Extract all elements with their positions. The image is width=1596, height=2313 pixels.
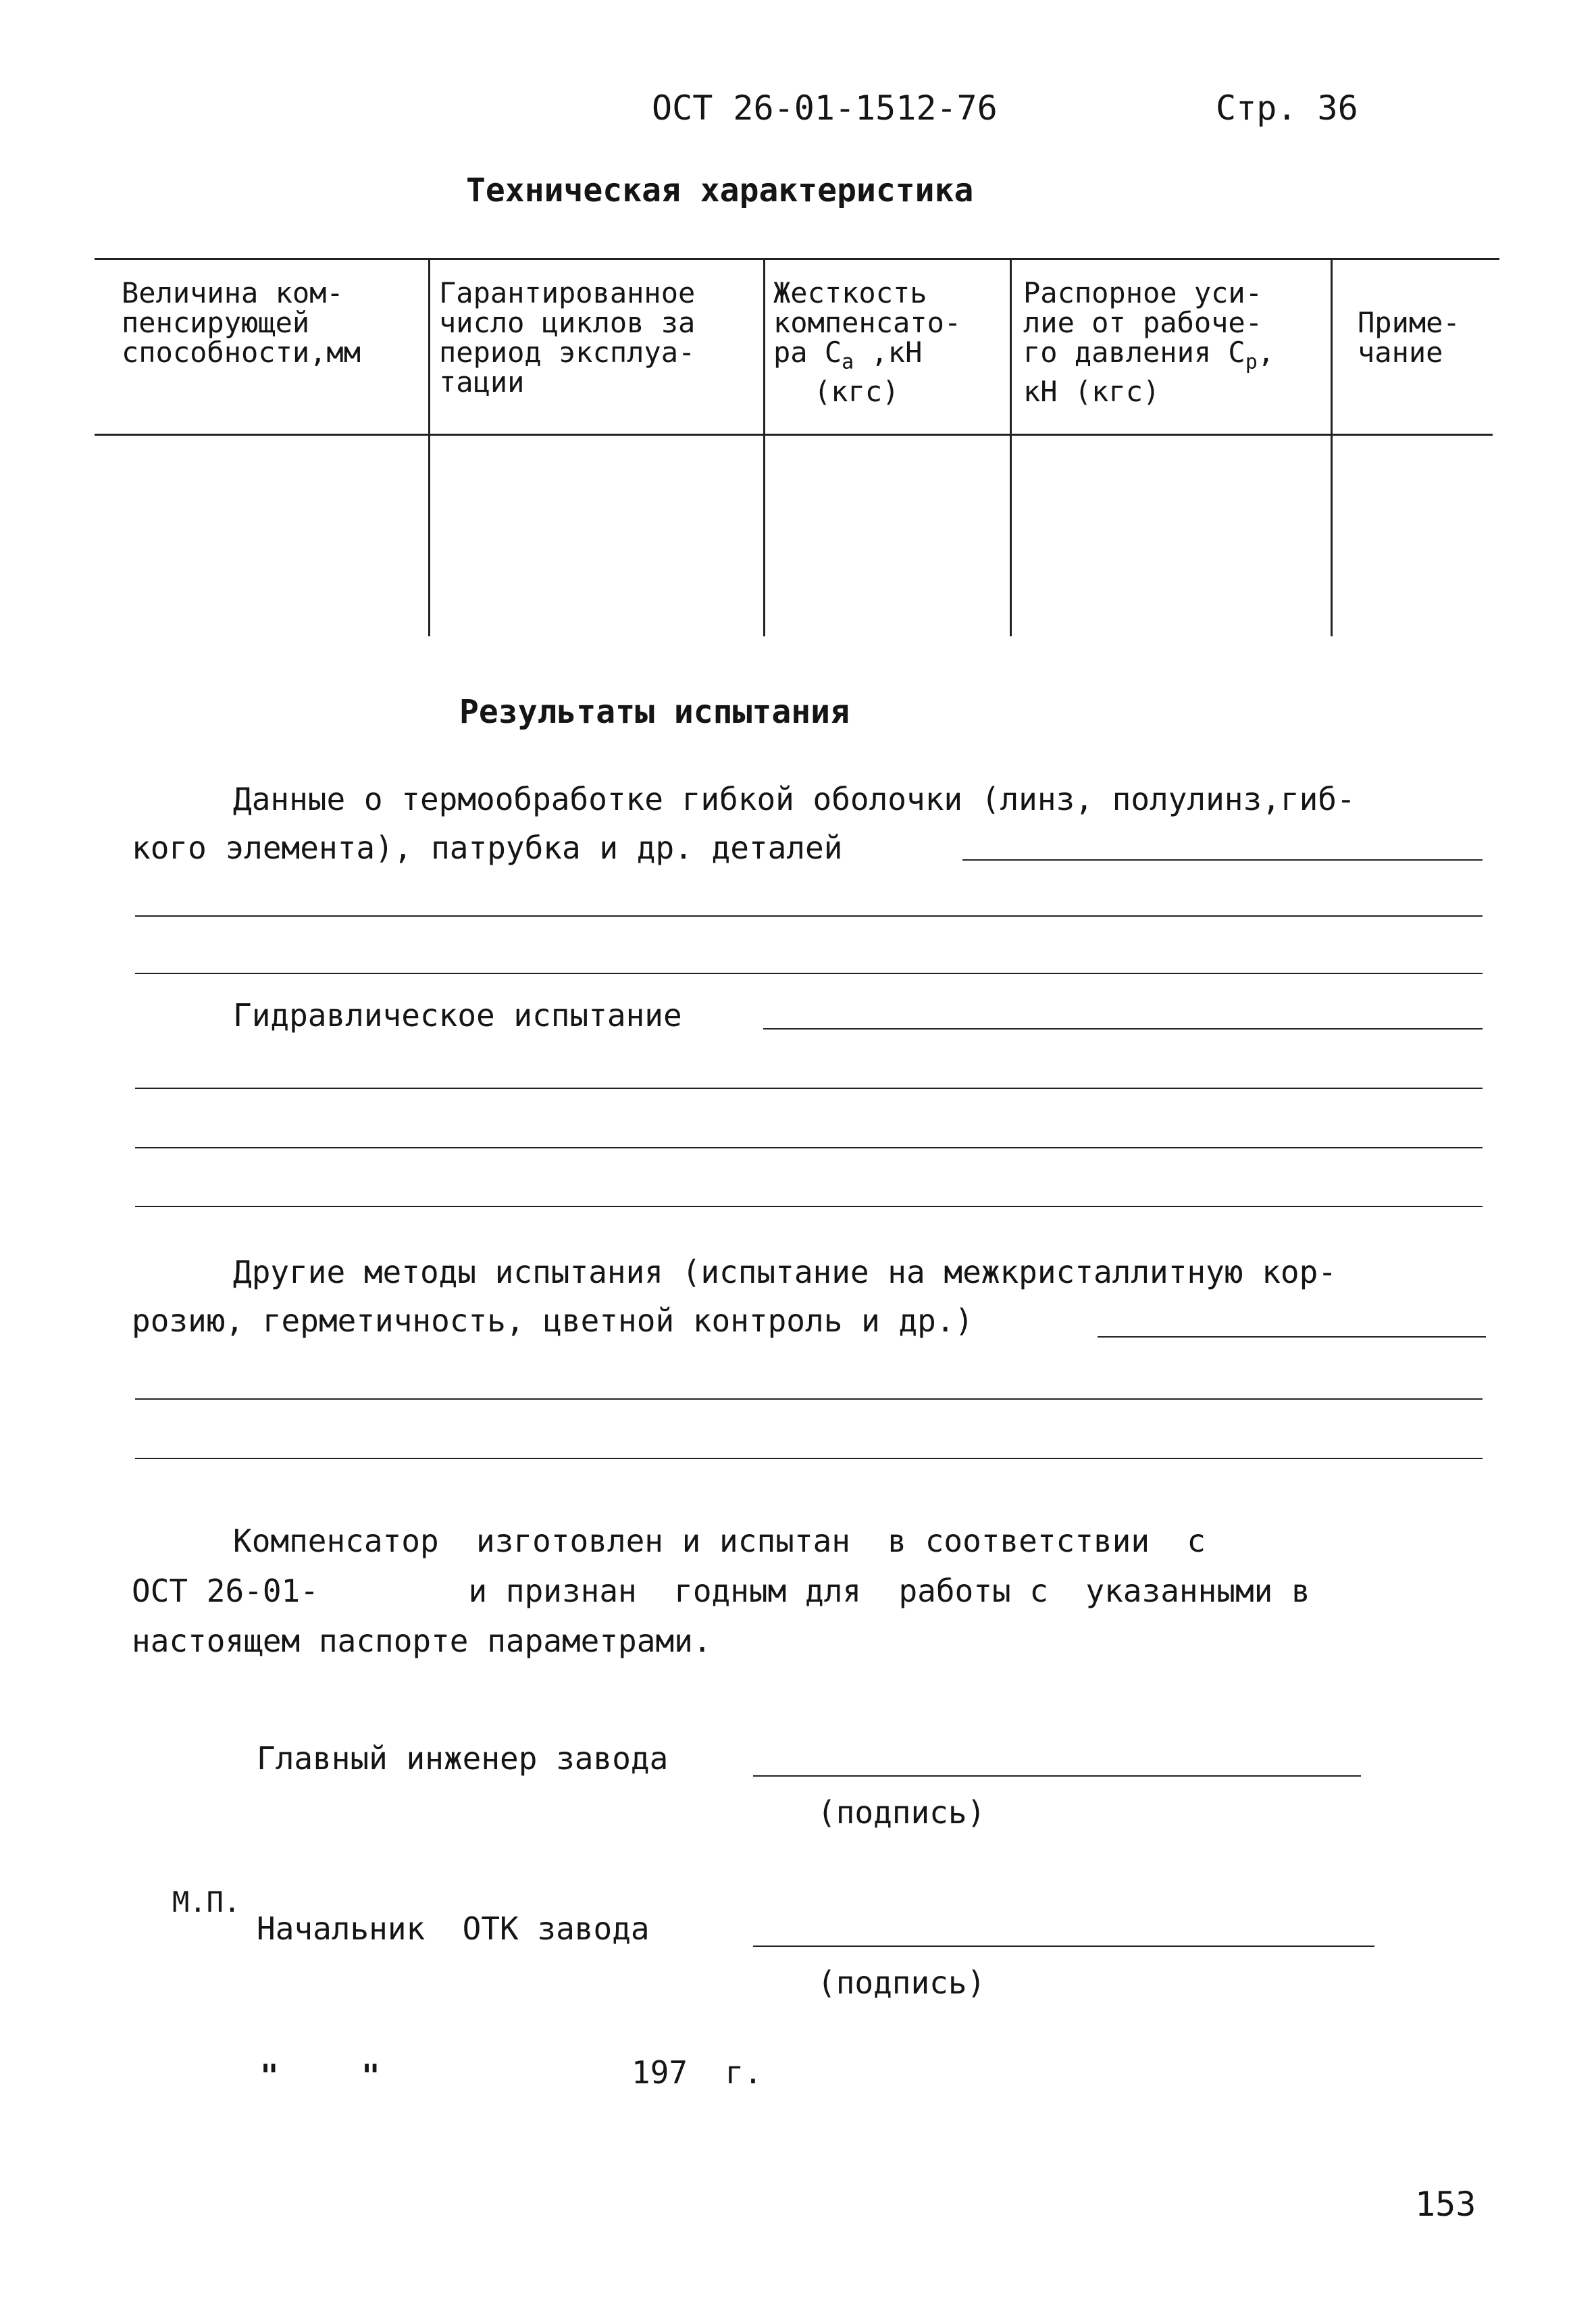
table-column-divider [1010, 258, 1012, 636]
otk-head-signature-line[interactable] [753, 1946, 1374, 1947]
table-column-divider [428, 258, 430, 636]
stamp-mark: М.П. [172, 1885, 241, 1918]
date-quote-close: " [361, 2058, 380, 2094]
heat-treatment-text-line2: кого элемента), патрубка и др. деталей [132, 830, 843, 866]
conclusion-line3: настоящем паспорте параметрами. [132, 1623, 712, 1659]
page-label: Стр. 36 [1216, 88, 1358, 128]
chief-engineer-label: Главный инженер завода [257, 1740, 669, 1777]
heat-treatment-fill-line[interactable] [962, 859, 1483, 861]
column-header-compensating-capacity: Величина ком- пенсирующей способности,мм [122, 276, 361, 369]
table-column-divider [763, 258, 765, 636]
results-title: Результаты испытания [459, 693, 850, 731]
other-methods-text-line1: Другие методы испытания (испытание на межкристаллитную кор- [233, 1254, 1337, 1290]
otk-head-signature-note: (подпись) [817, 1964, 986, 2001]
other-methods-fill-line[interactable] [135, 1458, 1483, 1459]
table-header-bottom-border [95, 434, 1493, 436]
conclusion-line2: ОСТ 26-01- и признан годным для работы с указанными в [132, 1573, 1310, 1609]
heat-treatment-fill-line[interactable] [135, 973, 1483, 974]
other-methods-fill-line[interactable] [1098, 1336, 1486, 1338]
other-methods-fill-line[interactable] [135, 1398, 1483, 1400]
column-header-note: Приме- чание [1358, 306, 1460, 369]
hydraulic-test-label: Гидравлическое испытание [233, 997, 682, 1034]
heat-treatment-text-line1: Данные о термообработке гибкой оболочки (линз, полулинз,гиб- [233, 781, 1356, 817]
otk-head-label: Начальник ОТК завода [257, 1910, 650, 1947]
heat-treatment-fill-line[interactable] [135, 915, 1483, 917]
hydraulic-test-fill-line[interactable] [763, 1028, 1483, 1030]
document-code: ОСТ 26-01-1512-76 [652, 88, 998, 128]
date-quote-open: " [260, 2058, 279, 2094]
column-header-thrust-force: Распорное уси- лие от рабоче- го давления $C_p$, кН (кгс) [1023, 276, 1275, 409]
chief-engineer-signature-line[interactable] [753, 1775, 1361, 1777]
hydraulic-test-fill-line[interactable] [135, 1088, 1483, 1089]
column-header-stiffness: Жесткость компенсато- ра $C_a$ ,кН (кгс) [773, 276, 962, 409]
chief-engineer-signature-note: (подпись) [817, 1794, 986, 1831]
page-number: 153 [1415, 2185, 1476, 2224]
conclusion-line1: Компенсатор изготовлен и испытан в соответствии с [233, 1523, 1206, 1559]
column-header-guaranteed-cycles: Гарантированное число циклов за период эксплуа- тации [439, 276, 696, 399]
other-methods-text-line2: розию, герметичность, цветной контроль и др.) [132, 1302, 974, 1339]
table-column-divider [1331, 258, 1333, 636]
hydraulic-test-fill-line[interactable] [135, 1206, 1483, 1207]
hydraulic-test-fill-line[interactable] [135, 1147, 1483, 1148]
table-top-border [95, 258, 1499, 260]
date-year: 197 г. [632, 2054, 763, 2091]
tech-characteristics-title: Техническая характеристика [466, 172, 974, 209]
